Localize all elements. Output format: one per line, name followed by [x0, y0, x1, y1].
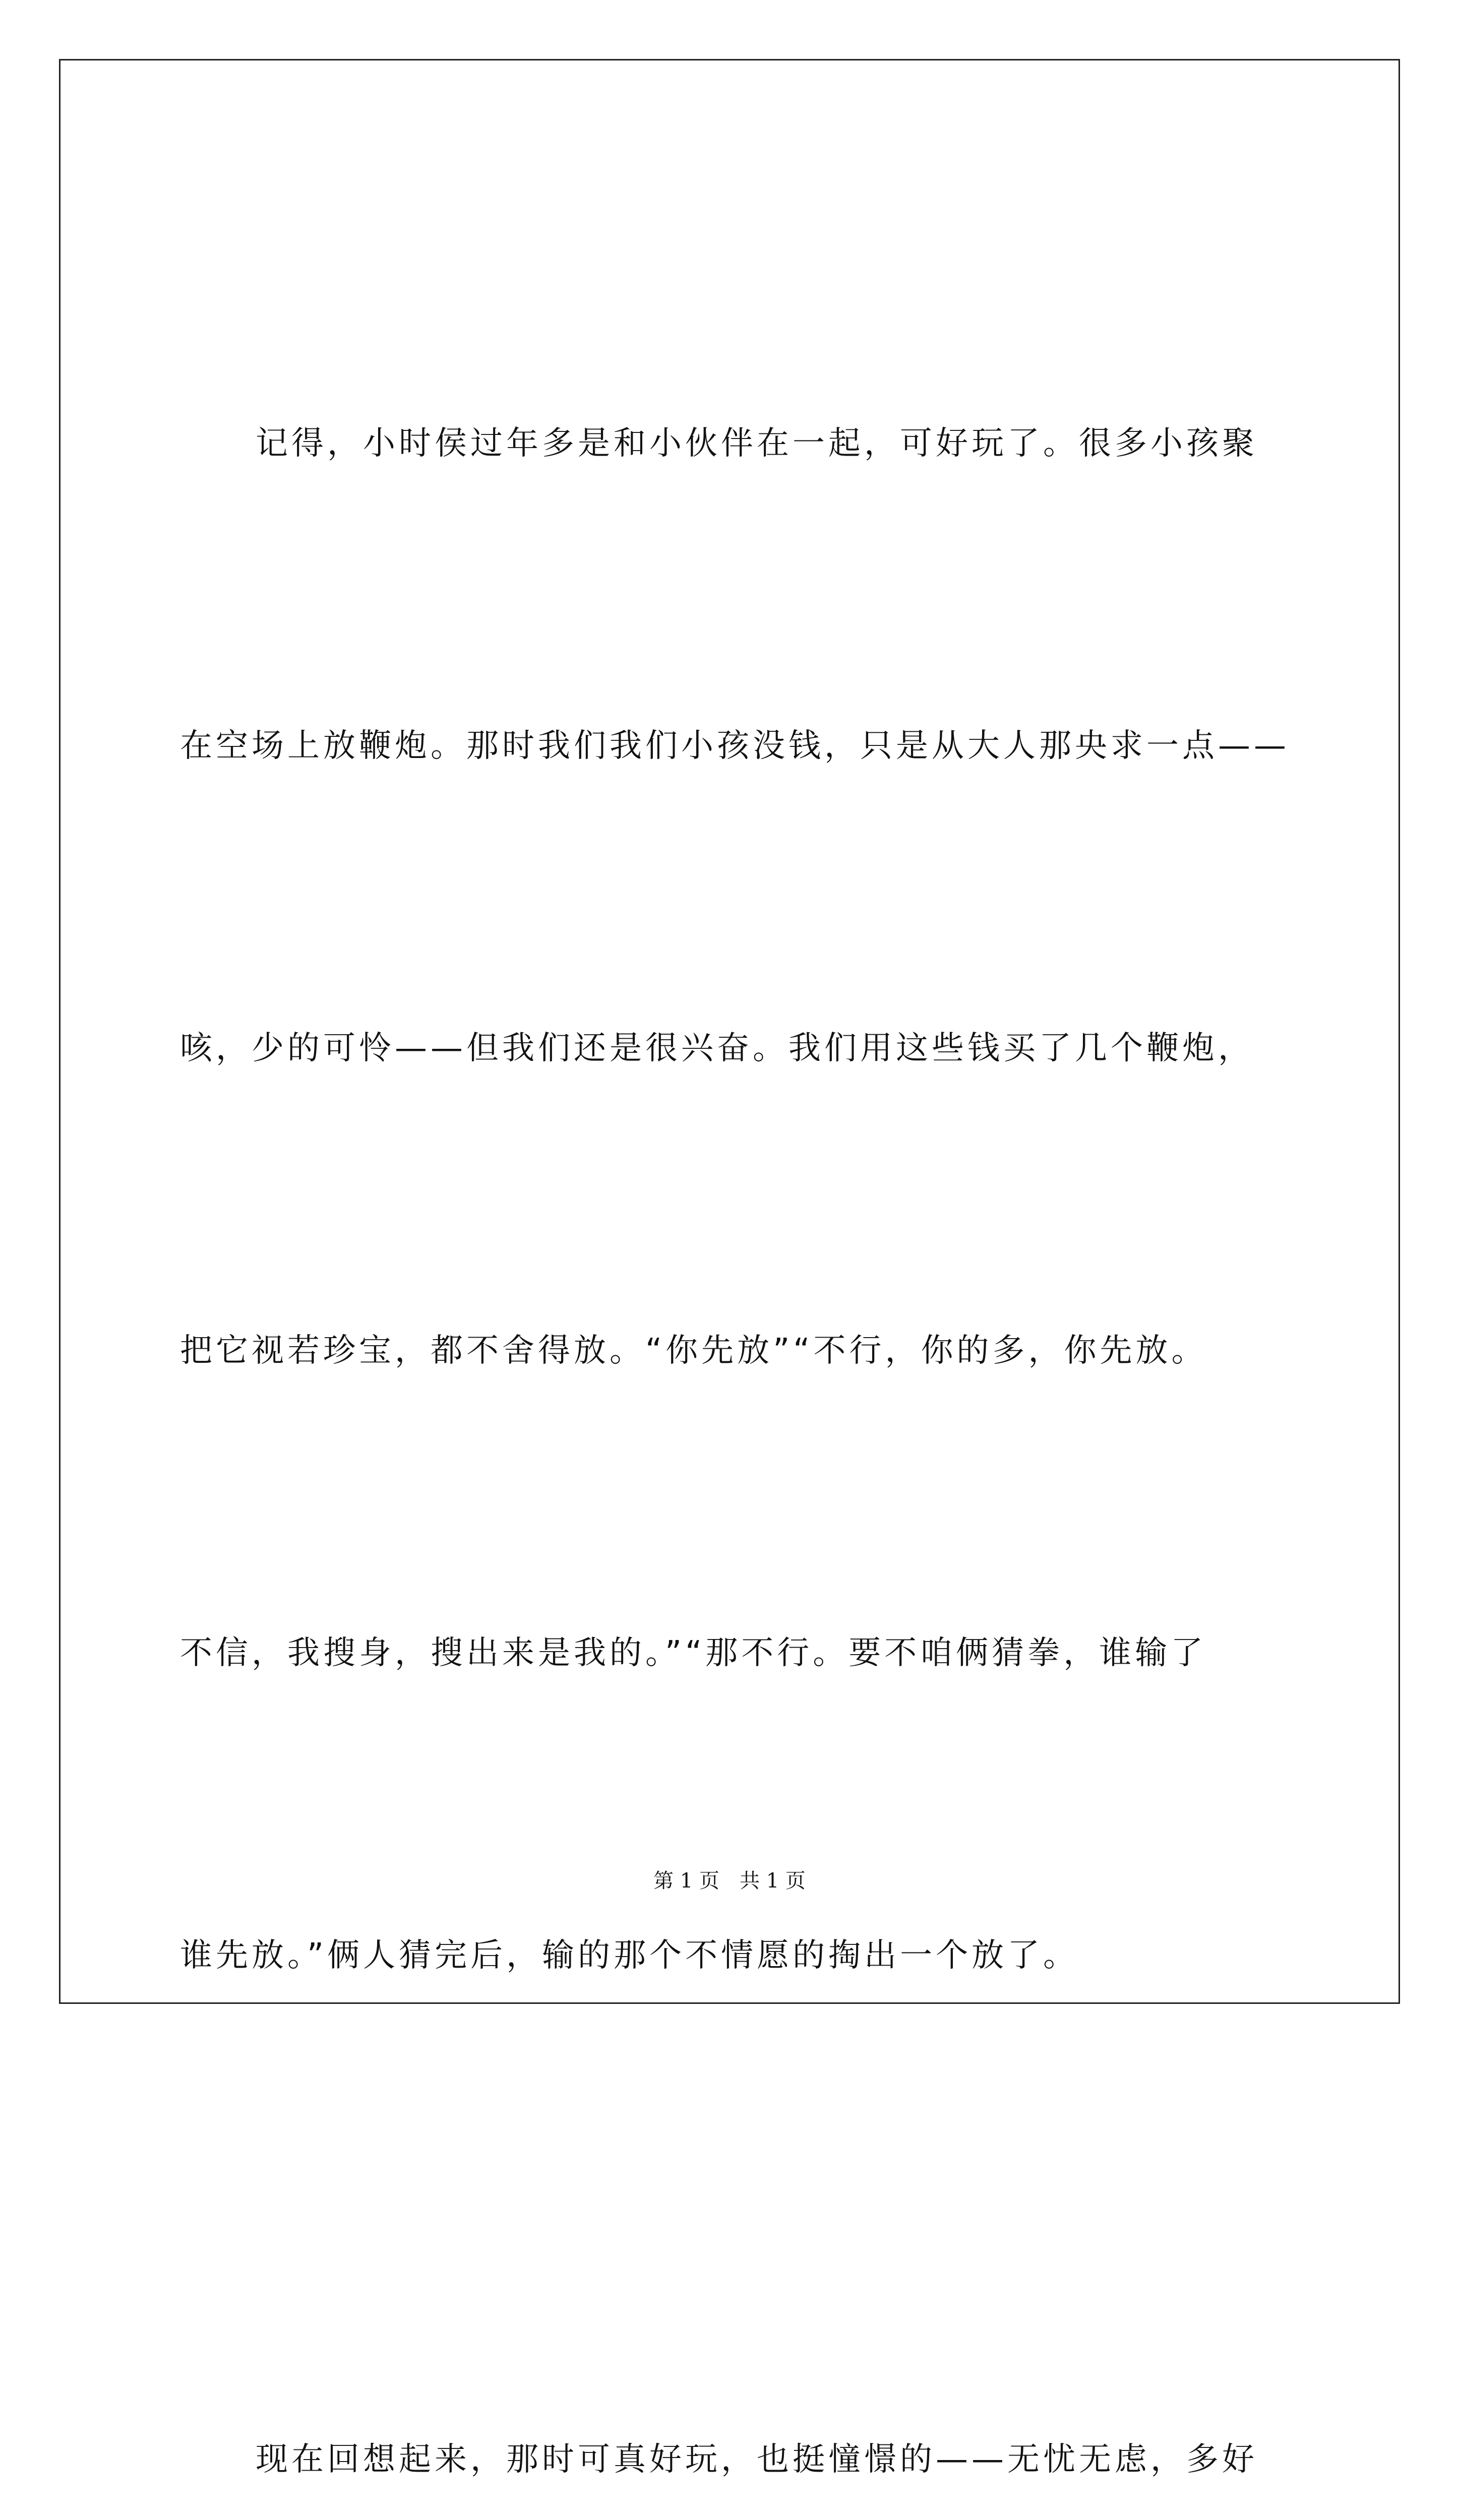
paragraph-2 [180, 2208, 1289, 2520]
document-body [180, 192, 1289, 2520]
page-number: 第 1 页 [653, 1869, 719, 1893]
text-line: 在空场上放鞭炮。那时我们我们小孩没钱，只是从大人那央求一点—— [180, 727, 1290, 765]
text-line: 谁先放。”俩人猜完后，输的那个不情愿的掏出一个放了。 [180, 1937, 1079, 1974]
text-line: 记得，小时侯过年多是和小伙伴在一起，可好玩了。很多小孩聚 [256, 425, 1258, 462]
text-line: 不信，我搜身，搜出来是我的。”“那不行。要不咱俩猜拳，谁输了 [180, 1634, 1207, 1672]
text-line: 把它视若珍宝，都不舍得放。“你先放”“不行，你的多，你先放。 [180, 1332, 1207, 1369]
paragraph-1 [180, 192, 1289, 2208]
page-total: 共 1 页 [740, 1869, 806, 1893]
page-footer [0, 1865, 1459, 1894]
text-line: 咳，少的可怜——但我们还是很兴奋。我们用这些钱买了几个鞭炮， [180, 1030, 1254, 1067]
text-line: 现在回想起来，那时可真好玩，也挺憧憬的——无忧无虑，多好 [256, 2441, 1258, 2478]
